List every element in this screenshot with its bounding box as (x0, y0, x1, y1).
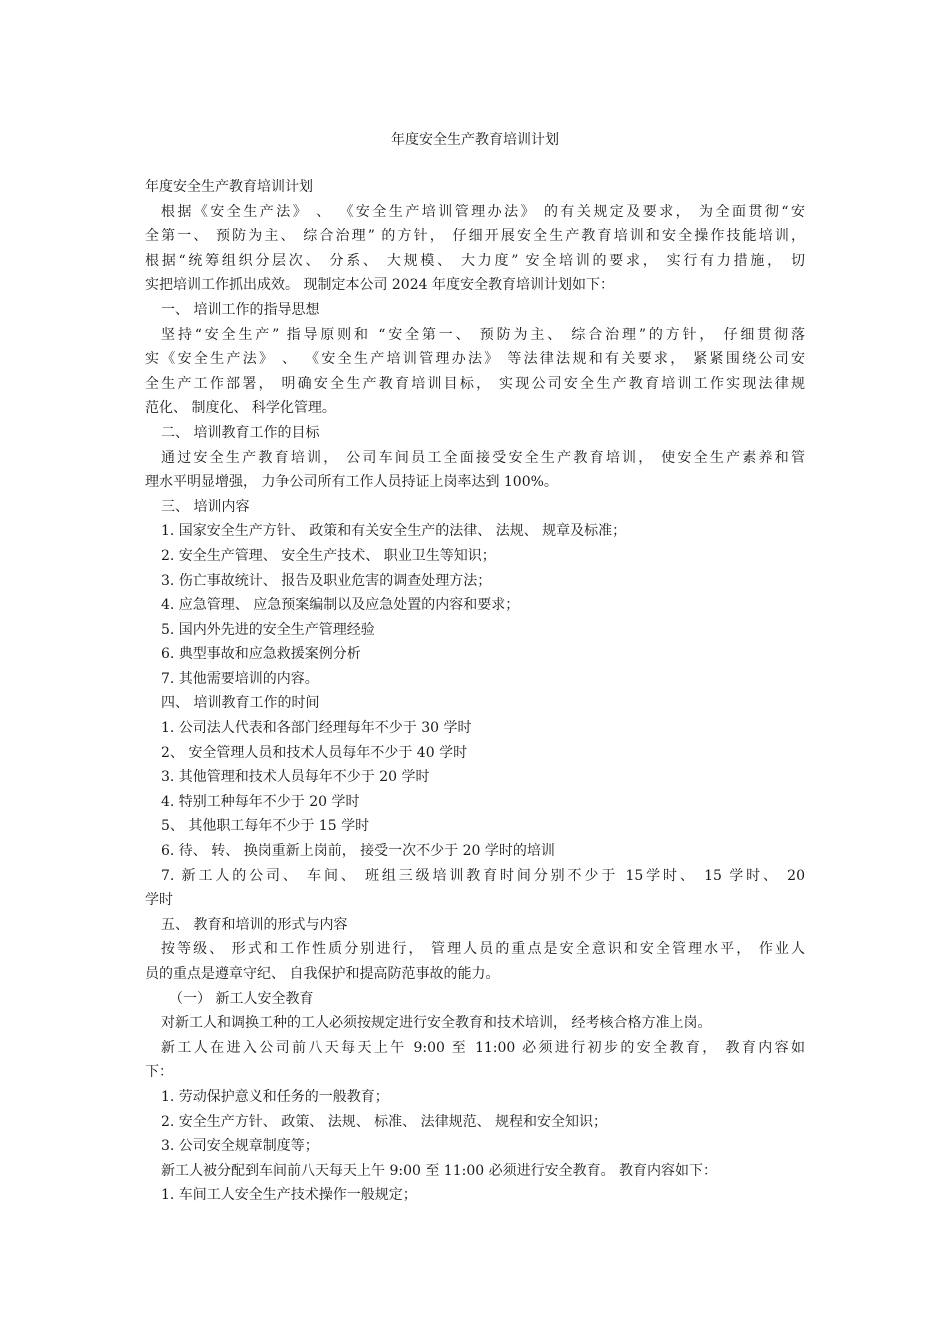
text-line: 五、 教育和培训的形式与内容 (161, 916, 348, 933)
text-line: 5. 国内外先进的安全生产管理经验 (161, 621, 375, 638)
text-line: 新工人被分配到车间前八天每天上午 9:00 至 11:00 必须进行安全教育。 教育内容如下： (161, 1162, 718, 1179)
text-line: 2. 安全生产方针、 政策、 法规、 标准、 法律规范、 规程和安全知识； (161, 1113, 608, 1130)
text-line: 坚持“安全生产” 指导原则和 “安全第一、 预防为主、 综合治理”的方针， 仔细贯彻落 (161, 326, 805, 343)
text-line: 理水平明显增强， 力争公司所有工作人员持证上岗率达到 100%。 (145, 474, 558, 491)
text-line: 2. 安全生产管理、 安全生产技术、 职业卫生等知识； (161, 547, 496, 564)
text-line: 学时 (145, 892, 173, 909)
text-line: 实把培训工作抓出成效。 现制定本公司 2024 年度安全教育培训计划如下： (145, 277, 614, 294)
document-body (145, 175, 805, 1208)
text-line: 下： (145, 1064, 173, 1081)
text-line: 年度安全生产教育培训计划 (145, 179, 313, 195)
text-line: 范化、 制度化、 科学化管理。 (145, 400, 336, 417)
text-line: 二、 培训教育工作的目标 (161, 424, 320, 441)
text-line: 5、 其他职工每年不少于 15 学时 (161, 818, 370, 835)
document-title: 年度安全生产教育培训计划 (391, 132, 559, 148)
text-line: 7. 其他需要培训的内容。 (161, 670, 319, 687)
text-line: 根据“统筹组织分层次、 分系、 大规模、 大力度” 安全培训的要求， 实行有力措施， 切 (145, 252, 805, 269)
text-line: 全第一、 预防为主、 综合治理” 的方针， 仔细开展安全生产教育培训和安全操作技能培训， (145, 228, 805, 245)
text-line: 四、 培训教育工作的时间 (161, 695, 320, 712)
text-line: 4. 特别工种每年不少于 20 学时 (161, 793, 360, 810)
text-line: 1. 车间工人安全生产技术操作一般规定； (161, 1187, 417, 1204)
text-line: 一、 培训工作的指导思想 (161, 301, 320, 318)
text-line: 4. 应急管理、 应急预案编制以及应急处置的内容和要求； (161, 597, 520, 614)
text-line: 3. 伤亡事故统计、 报告及职业危害的调查处理方法； (161, 572, 492, 589)
text-line: 全生产工作部署， 明确安全生产教育培训目标， 实现公司安全生产教育培训工作实现法律规 (145, 375, 805, 392)
text-line: 新工人在进入公司前八天每天上午 9:00 至 11:00 必须进行初步的安全教育， 教育内容如 (161, 1039, 805, 1056)
text-line: 按等级、 形式和工作性质分别进行， 管理人员的重点是安全意识和安全管理水平， 作业人 (161, 941, 805, 958)
text-line: 2、 安全管理人员和技术人员每年不少于 40 学时 (161, 744, 468, 761)
text-line: （一） 新工人安全教育 (169, 990, 314, 1007)
text-line: 通过安全生产教育培训， 公司车间员工全面接受安全生产教育培训， 使安全生产素养和管 (161, 449, 805, 466)
text-line: 1. 劳动保护意义和任务的一般教育； (161, 1088, 389, 1105)
text-line: 6. 典型事故和应急救援案例分析 (161, 646, 361, 663)
text-line: 3. 公司安全规章制度等； (161, 1138, 319, 1155)
text-line: 1. 公司法人代表和各部门经理每年不少于 30 学时 (161, 720, 472, 737)
text-line: 三、 培训内容 (161, 498, 250, 515)
text-line: 6. 待、 转、 换岗重新上岗前， 接受一次不少于 20 学时的培训 (161, 843, 555, 860)
text-line: 实《安全生产法》 、 《安全生产培训管理办法》 等法律法规和有关要求， 紧紧围绕公司安 (145, 351, 805, 368)
text-line: 3. 其他管理和技术人员每年不少于 20 学时 (161, 769, 430, 786)
text-line: 对新工人和调换工种的工人必须按规定进行安全教育和技术培训， 经考核合格方准上岗。 (161, 1015, 712, 1032)
text-line: 根据《安全生产法》 、 《安全生产培训管理办法》 的有关规定及要求， 为全面贯彻“安 (161, 203, 805, 220)
text-line: 1. 国家安全生产方针、 政策和有关安全生产的法律、 法规、 规章及标准； (161, 523, 627, 540)
text-line: 员的重点是遵章守纪、 自我保护和提高防范事故的能力。 (145, 966, 500, 982)
text-line: 7. 新工人的公司、 车间、 班组三级培训教育时间分别不少于 15学时、 15 学时、 20 (161, 867, 805, 884)
